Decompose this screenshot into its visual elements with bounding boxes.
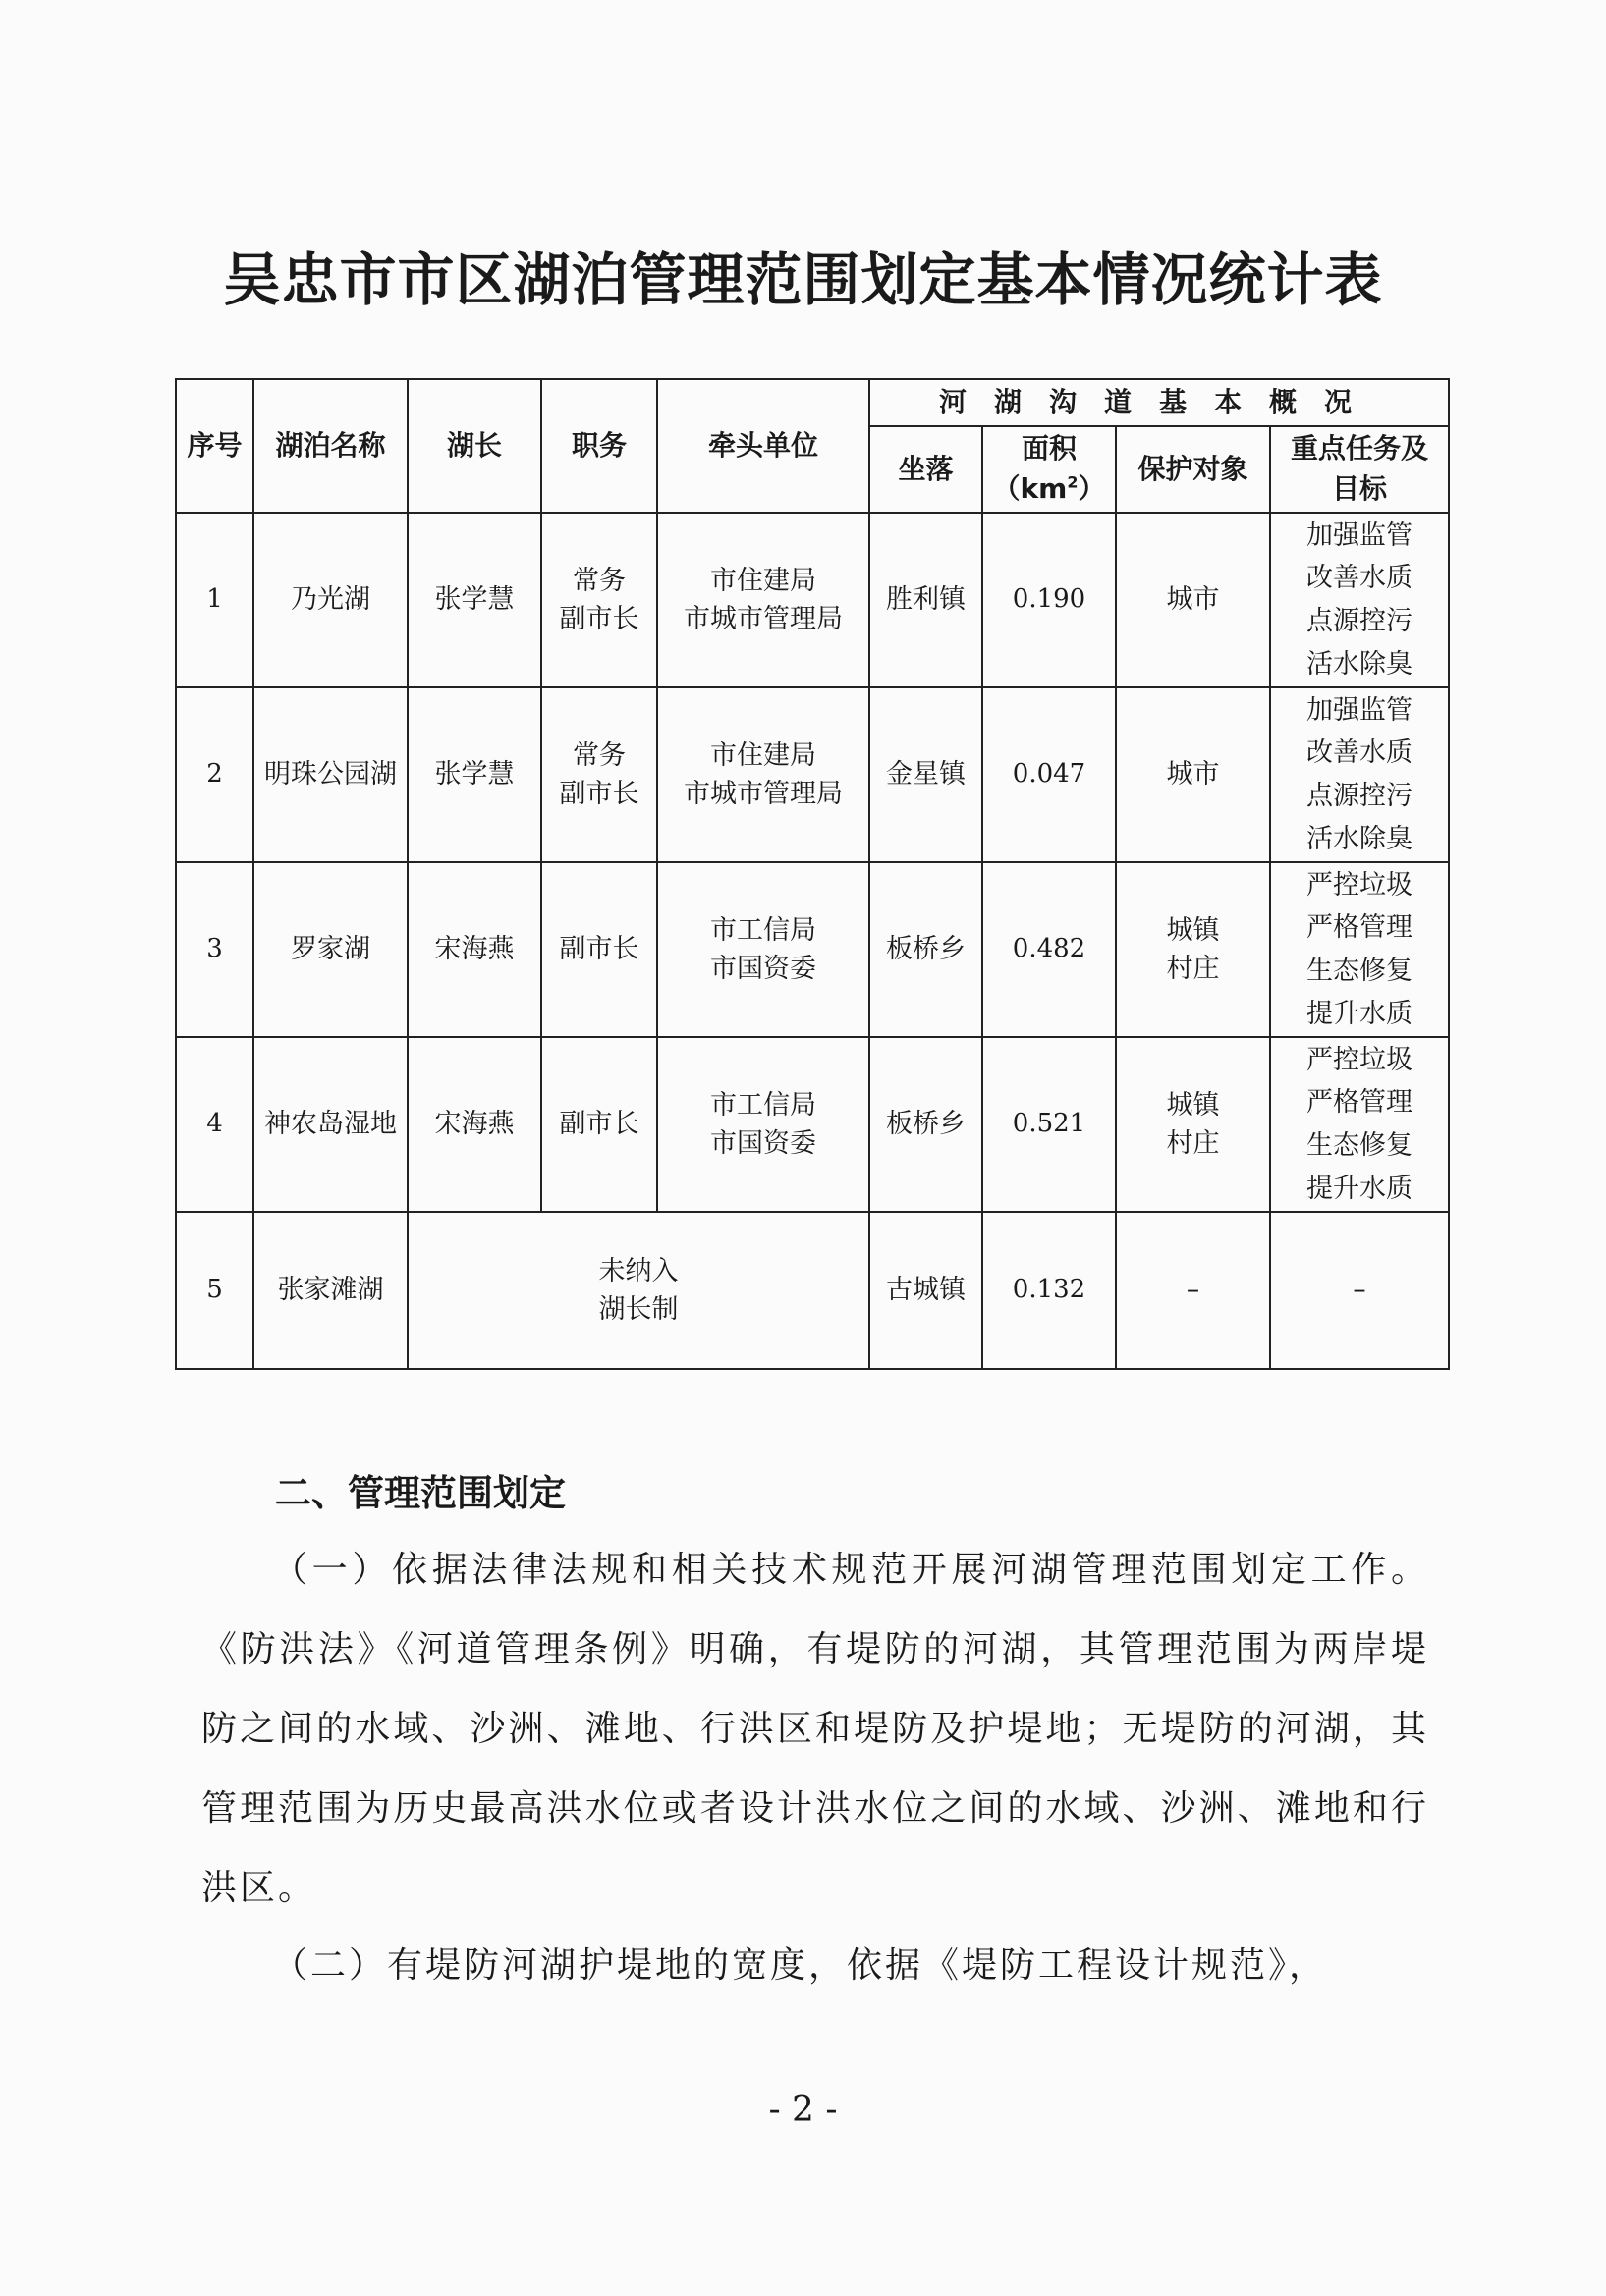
cell-seq: 2: [176, 687, 253, 862]
cell-protect-line: 城镇: [1166, 914, 1220, 946]
cell-unit-line: 市城市管理局: [684, 779, 843, 809]
cell-area: 0.482: [982, 862, 1116, 1037]
cell-position: [541, 513, 657, 687]
cell-area: 0.132: [982, 1212, 1116, 1369]
cell-task-line: 加强监管: [1306, 694, 1412, 726]
header-overview-group: 河湖沟道基本概况: [869, 379, 1449, 426]
body-paragraph: （二）有堤防河湖护堤地的宽度，依据《堤防工程设计规范》，: [272, 1945, 1328, 1986]
cell-lake-name: 乃光湖: [253, 513, 408, 687]
cell-task-line: 提升水质: [1306, 1173, 1412, 1204]
cell-task-line: 点源控污: [1306, 606, 1412, 636]
cell-protect-line: 村庄: [1166, 954, 1220, 984]
cell-protect: 城市: [1116, 687, 1270, 862]
header-lake-chief: 湖长: [408, 379, 541, 513]
cell-position-line: 常务: [573, 565, 626, 596]
cell-area: 0.190: [982, 513, 1116, 687]
cell-unit-line: 市国资委: [710, 1128, 816, 1159]
cell-lake-chief: 张学慧: [408, 513, 541, 687]
header-seq: 序号: [176, 379, 253, 513]
table-row: [176, 862, 1449, 1037]
cell-location: 板桥乡: [869, 862, 982, 1037]
table-row: [176, 1212, 1449, 1369]
header-protect: 保护对象: [1116, 426, 1270, 513]
cell-lead-unit: [657, 1037, 869, 1212]
cell-lead-unit: [657, 862, 869, 1037]
cell-tasks: [1270, 513, 1449, 687]
header-tasks-line: 目标: [1332, 472, 1388, 505]
cell-unit-line: 市国资委: [710, 954, 816, 984]
cell-position: 副市长: [541, 1037, 657, 1212]
table-row: [176, 687, 1449, 862]
header-area-suffix: ）: [1078, 472, 1106, 505]
cell-area: 0.047: [982, 687, 1116, 862]
cell-not-included-note: [408, 1212, 869, 1369]
cell-unit-line: 市工信局: [710, 1089, 816, 1121]
cell-lake-name: 神农岛湿地: [253, 1037, 408, 1212]
header-tasks-lines: [1271, 429, 1448, 509]
cell-task-line: 严格管理: [1306, 912, 1412, 944]
cell-location: 胜利镇: [869, 513, 982, 687]
cell-task-line: 点源控污: [1306, 781, 1412, 811]
cell-unit-line: 市住建局: [710, 739, 816, 771]
cell-protect: –: [1116, 1212, 1270, 1369]
cell-protect-line: 村庄: [1166, 1128, 1220, 1159]
header-area-prefix: 面积（km: [992, 432, 1077, 505]
cell-task-line: 严控垃圾: [1306, 1044, 1412, 1075]
cell-protect: 城市: [1116, 513, 1270, 687]
cell-tasks: [1270, 687, 1449, 862]
table-row: [176, 1037, 1449, 1212]
header-tasks-line: 重点任务及: [1291, 432, 1429, 465]
cell-protect: [1116, 862, 1270, 1037]
table-row: [176, 513, 1449, 687]
cell-position: [541, 687, 657, 862]
cell-task-line: 提升水质: [1306, 998, 1412, 1029]
cell-lake-chief: 张学慧: [408, 687, 541, 862]
lake-statistics-table: [175, 378, 1450, 1370]
cell-task-line: 活水除臭: [1306, 823, 1412, 854]
document-title: 吴忠市市区湖泊管理范围划定基本情况统计表: [223, 246, 1383, 313]
header-lake-name: 湖泊名称: [253, 379, 408, 513]
cell-protect: [1116, 1037, 1270, 1212]
cell-task-line: 加强监管: [1306, 519, 1412, 551]
cell-lake-name: 明珠公园湖: [253, 687, 408, 862]
cell-task-line: 改善水质: [1306, 738, 1412, 769]
cell-location: 板桥乡: [869, 1037, 982, 1212]
table-header-row: [176, 379, 1449, 426]
cell-tasks: –: [1270, 1212, 1449, 1369]
cell-location: 金星镇: [869, 687, 982, 862]
header-lead-unit: 牵头单位: [657, 379, 869, 513]
cell-seq: 4: [176, 1037, 253, 1212]
header-location: 坐落: [869, 426, 982, 513]
cell-area: 0.521: [982, 1037, 1116, 1212]
cell-seq: 1: [176, 513, 253, 687]
cell-task-line: 生态修复: [1306, 1130, 1412, 1161]
cell-lake-name: 罗家湖: [253, 862, 408, 1037]
cell-tasks: [1270, 862, 1449, 1037]
cell-unit-line: 市城市管理局: [684, 604, 843, 634]
cell-position: 副市长: [541, 862, 657, 1037]
cell-note-line: 未纳入: [598, 1255, 679, 1286]
cell-protect-line: 城镇: [1166, 1089, 1220, 1121]
body-paragraph: （一）依据法律法规和相关技术规范开展河湖管理范围划定工作。《防洪法》《河道管理条例》明确，有堤防的河湖，其管理范围为两岸堤防之间的水域、沙洲、滩地、行洪区和堤防及护堤地；无堤防的河湖，其管理范围为历史最高洪水位或者设计洪水位之间的水域、沙洲、滩地和行洪区。: [201, 1550, 1429, 1908]
cell-task-line: 改善水质: [1306, 563, 1412, 594]
header-area-sup: 2: [1067, 472, 1079, 492]
cell-seq: 3: [176, 862, 253, 1037]
cell-position-line: 副市长: [559, 779, 639, 809]
cell-note-line: 湖长制: [598, 1294, 679, 1325]
cell-lead-unit: [657, 513, 869, 687]
cell-task-line: 严格管理: [1306, 1087, 1412, 1119]
cell-seq: 5: [176, 1212, 253, 1369]
cell-lake-name: 张家滩湖: [253, 1212, 408, 1369]
cell-lake-chief: 宋海燕: [408, 862, 541, 1037]
cell-task-line: 生态修复: [1306, 956, 1412, 986]
header-tasks: [1270, 426, 1449, 513]
cell-lead-unit: [657, 687, 869, 862]
cell-task-line: 严控垃圾: [1306, 869, 1412, 901]
cell-position-line: 常务: [573, 739, 626, 771]
page-number: - 2 -: [768, 2090, 838, 2130]
header-position: 职务: [541, 379, 657, 513]
cell-tasks: [1270, 1037, 1449, 1212]
cell-lake-chief: 宋海燕: [408, 1037, 541, 1212]
section-heading: 二、管理范围划定: [275, 1472, 566, 1514]
cell-unit-line: 市工信局: [710, 914, 816, 946]
cell-position-line: 副市长: [559, 604, 639, 634]
cell-location: 古城镇: [869, 1212, 982, 1369]
header-area: [982, 426, 1116, 513]
cell-unit-line: 市住建局: [710, 565, 816, 596]
cell-task-line: 活水除臭: [1306, 648, 1412, 680]
